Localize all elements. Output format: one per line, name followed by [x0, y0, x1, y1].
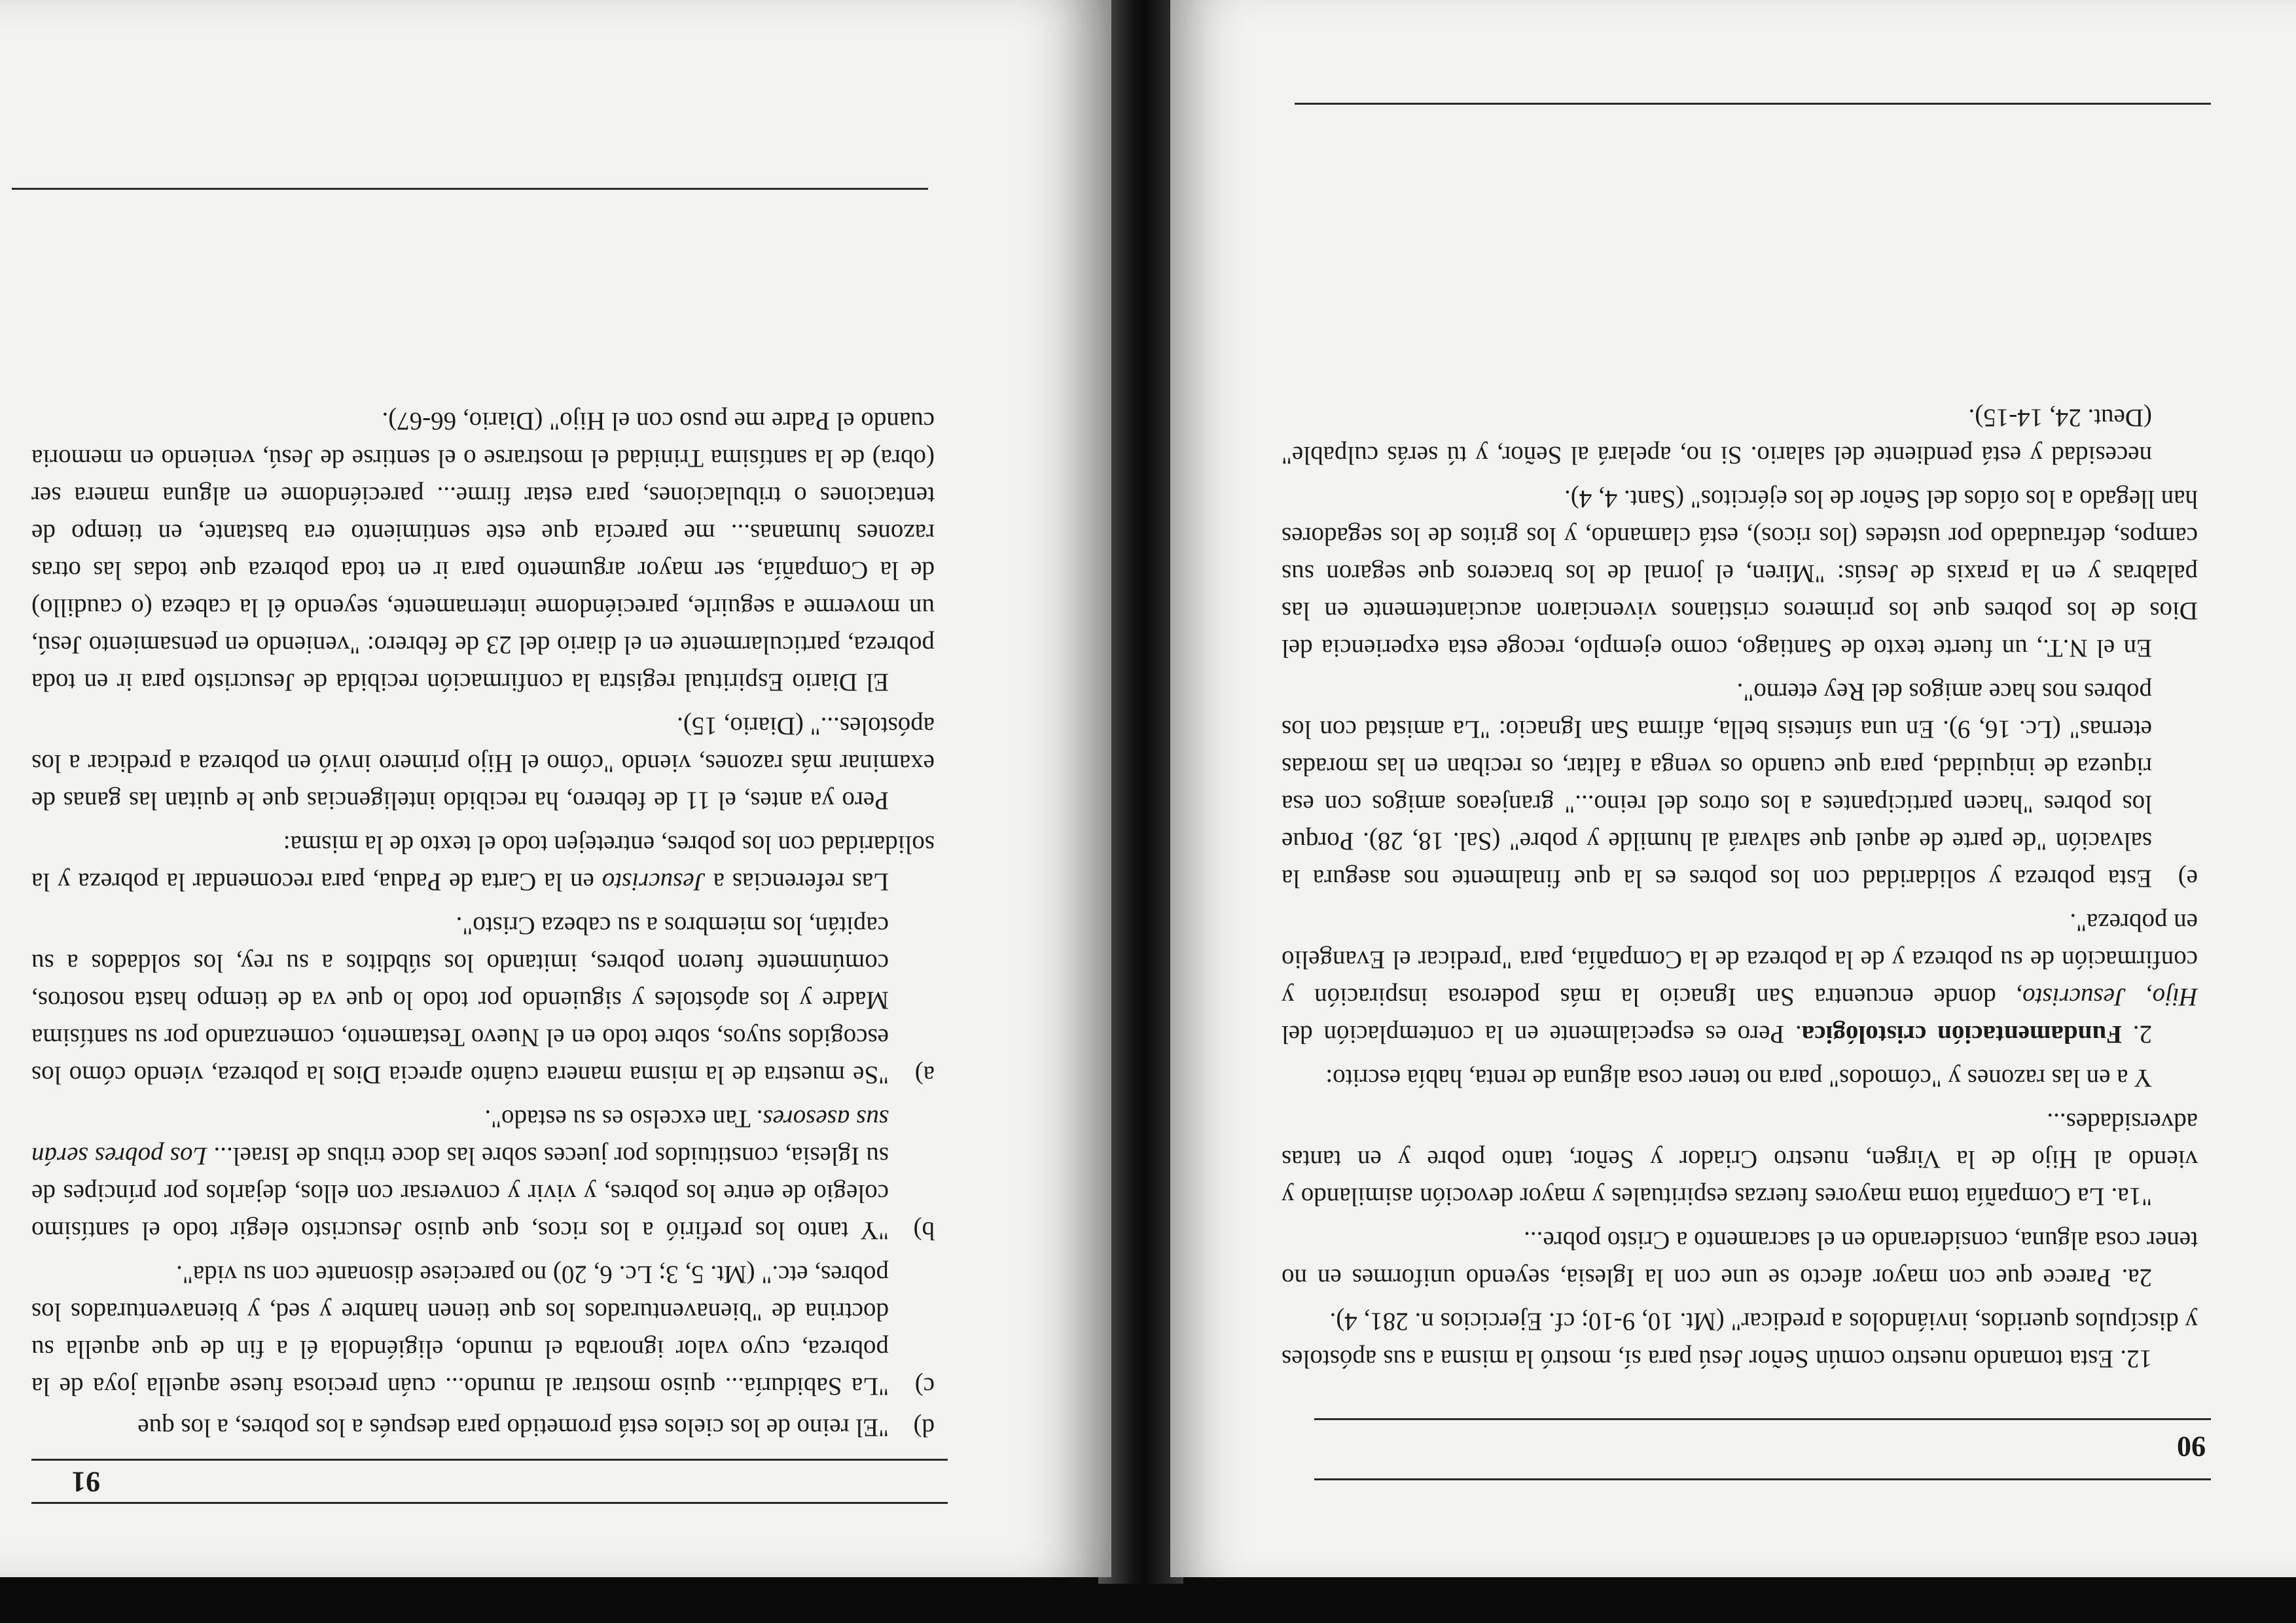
- item-text: "Se muestra de la misma manera cuánto aprecia Dios la pobreza, viendo cómo los escogidos suyos, sobre todo en el Nuevo Testamento, comenzando por su santísima Madre y los apóstoles y siguiendo por todo lo que va de tiempo hasta nosotros, comúnmente fueron pobres, imitando los súbditos a su rey, los soldados a su capitán, los miembros a su cabeza Cristo".: [31, 912, 889, 1089]
- paragraph-nt: En el N.T., un fuerte texto de Santiago, como ejemplo, recoge esta experiencia del Dios de los pobres que los primeros cristianos vivenciaron acuciantemente en las palabras y en la praxis de Jesús: "Miren, el jornal de los braceros que segaron sus campos, defraudado por ustedes (los ricos), está clamando, y los gritos de los segadores han llegado a los oídos del Señor de los ejércitos" (Sant. 4, 4).: [1282, 485, 2198, 662]
- item-marker: a): [914, 1061, 935, 1089]
- section-fundamentacion: [1282, 904, 2198, 1053]
- page-91: [0, 0, 1111, 1577]
- section-heading: Fundamentación cristológica: [1801, 1020, 2122, 1048]
- item-text: Esta pobreza y solidaridad con los pobres es la que finalmente nos asegura la salvación "de parte de aquel que salvará al humilde y pobre" (Sal. 18, 28). Porque los pobres "hacen participantes a los otros del reino..." granjeaos amigos con esa riqueza de iniquidad, para que cuando os venga a faltar, os reciban en las moradas eternas" (Lc. 16, 9). En una síntesis bella, afirma San Ignacio: "La amistad con los pobres nos hace amigos del Rey eterno".: [1282, 678, 2152, 893]
- paragraph-diario: El Diario Espiritual registra la confirmación recibida de Jesucristo para ir en toda pobreza, particularmente en el diario del 23 de febrero: "veniendo en pensamiento Jesú, un moverme a seguirle, pareciéndome internamente, seyendo él la cabeza (o caudillo) de la Compañía, ser mayor argumento para ir en toda pobreza que todas las otras razones humanas... me parecía que este sentimiento era bastante, en tiempo de tentaciones o tribulaciones, para estar firme... pareciéndome en alguna manera ser (obra) de la santísima Trinidad el mostrarse o el sentirse de Jesú, veniendo en memoria cuando el Padre me puso con el Hijo" (Diario, 66-67).: [31, 407, 935, 696]
- list-item-b: [31, 1100, 935, 1249]
- paragraph-razones: Y a en las razones y "cómodos" para no tener cosa alguna de renta, había escrito:: [1325, 1064, 2152, 1092]
- page-number: 90: [2177, 1431, 2206, 1463]
- header-rule: [31, 1502, 948, 1504]
- header-rule-lower: [1314, 1418, 2211, 1420]
- refs-italic: Jesucristo: [601, 868, 706, 896]
- header-rule: [1314, 1478, 2211, 1480]
- page-number: 91: [71, 1466, 100, 1498]
- page-91-body: [31, 402, 935, 1446]
- footer-rule: [12, 188, 928, 190]
- quote-12: 12. Esta tomando nuestro común Señor Jesú para sí, mostró la misma a sus apóstoles y discípulos queridos, inviándolos a predicar" (Mt. 10, 9-10; cf. Ejercicios n. 281, 4).: [1282, 1308, 2198, 1373]
- item-text-2: . Tan excelso es su estado".: [484, 1105, 763, 1133]
- paragraph-referencias: [31, 826, 935, 901]
- continuation-text: necesidad y está pendiente del salario. Si no, apelará al Señor, y tú serás culpable" (Deut. 24, 14-15).: [1282, 404, 2152, 469]
- item-text: "La Sabiduría... quiso mostrar al mundo... cuán preciosa fuese aquella joya de la pobreza, cuyo valor ignoraba el mundo, eligiéndola él a fin de que aquella su doctrina de "bienaventurados los que tienen hambre y sed, y bienaventurados los pobres, etc." (Mt. 5, 3; Lc. 6, 20) no pareciese disonante con su vida".: [31, 1260, 889, 1400]
- item-marker: e): [2178, 865, 2198, 893]
- list-item-e: [1282, 673, 2198, 897]
- page-90: [1170, 0, 2296, 1577]
- item-marker: b): [913, 1217, 935, 1245]
- page-90-body: [1282, 399, 2198, 1378]
- list-item-c: [31, 1256, 935, 1405]
- section-text-1: . Pero es especialmente en la contemplación del: [1282, 1020, 1802, 1048]
- item-text-1: "Y tanto los prefirió a los ricos, que quiso Jesucristo elegir todo el santísimo colegio de entre los pobres, y vivir y conversar con ellos, dejarlos por príncipes de su Iglesia, constituidos por jueces sobre las doce tribus de Israel...: [31, 1142, 889, 1245]
- quote-2a: 2a. Parece que con mayor afecto se une con la Iglesia, seyendo uniformes en no tener cosa alguna, considerando en el sacramento a Cristo pobre...: [1282, 1226, 2198, 1292]
- item-italic: Los pobres serán sus asesores: [31, 1105, 889, 1170]
- paragraph-febrero: Pero ya antes, el 11 de febrero, ha recibido inteligencias que le quitan las ganas de examinar más razones, viendo "cómo el Hijo primero invió en pobreza a predicar a los apóstoles..." (Diario, 15).: [31, 712, 935, 815]
- section-text-2: , donde encuentra San Ignacio la más poderosa inspiración y confirmación de su pobreza y de la pobreza de la Compañía, para "predicar el Evangelio en pobreza".: [1282, 908, 2198, 1011]
- list-item-a: [31, 907, 935, 1094]
- footer-rule: [1295, 103, 2211, 105]
- refs-text-1: Las referencias a: [705, 868, 889, 896]
- list-item-d: [31, 1409, 935, 1446]
- quote-1a: "1a. La Compañía toma mayores fuerzas espirituales y mayor devoción asimilando y viendo al Hijo de la Virgen, nuestro Criador y Señor, tanto pobre y en tantas adversidades...: [1282, 1108, 2198, 1211]
- item-marker: c): [914, 1372, 935, 1400]
- item-marker: d): [913, 1414, 935, 1442]
- header-rule-lower: [31, 1459, 948, 1461]
- refs-text-2: en la Carta de Padua, para recomendar la pobreza y la solidaridad con los pobres, entretejen todo el texto de la misma:: [31, 830, 935, 896]
- section-number: 2.: [2132, 1020, 2152, 1048]
- section-italic: Hijo, Jesucristo: [2022, 983, 2198, 1011]
- item-text: "El reino de los cielos está prometido para después a los pobres, a los que: [137, 1414, 889, 1442]
